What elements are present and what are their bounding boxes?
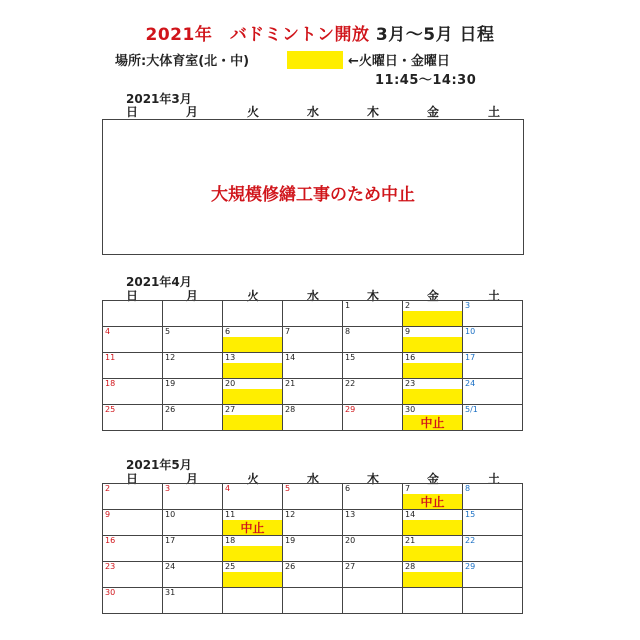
calendar-day-cell-tue	[223, 405, 283, 431]
day-number: 31	[165, 588, 176, 597]
calendar-day-cell-sun	[103, 536, 163, 562]
open-day-highlight	[403, 389, 462, 404]
calendar-week-row	[103, 379, 523, 405]
page-title	[0, 20, 640, 45]
weekday-thu: 木	[366, 289, 379, 303]
day-number: 27	[345, 562, 356, 571]
day-number: 16	[105, 536, 116, 545]
weekday-wed: 水	[306, 472, 319, 486]
calendar-day-cell-sun	[103, 353, 163, 379]
calendar-day-cell-thu	[343, 510, 403, 536]
legend-highlight-swatch	[287, 51, 343, 69]
calendar-day-cell-fri	[403, 379, 463, 405]
day-number: 19	[165, 379, 176, 388]
weekday-wed: 水	[306, 105, 319, 119]
calendar-week-row	[103, 588, 523, 614]
calendar-day-cell-thu	[343, 562, 403, 588]
day-number: 14	[285, 353, 296, 362]
calendar-day-cell-sun	[103, 301, 163, 327]
calendar-day-cell-sat	[463, 405, 523, 431]
day-number: 17	[165, 536, 176, 545]
calendar-week-row	[103, 327, 523, 353]
may-calendar	[102, 483, 523, 614]
calendar-day-cell-wed	[283, 353, 343, 379]
calendar-day-cell-tue	[223, 510, 283, 536]
march-closed-box	[102, 119, 524, 255]
calendar-day-cell-fri	[403, 301, 463, 327]
calendar-day-cell-fri	[403, 327, 463, 353]
day-number: 29	[345, 405, 356, 414]
day-number: 22	[345, 379, 356, 388]
day-number: 24	[465, 379, 476, 388]
calendar-day-cell-thu	[343, 588, 403, 614]
calendar-week-row	[103, 536, 523, 562]
calendar-day-cell-wed	[283, 301, 343, 327]
calendar-day-cell-sat	[463, 484, 523, 510]
open-day-highlight	[403, 337, 462, 352]
calendar-day-cell-sun	[103, 588, 163, 614]
open-hours: 11:45～14:30	[375, 73, 477, 88]
day-number: 21	[405, 536, 416, 545]
day-number: 12	[165, 353, 176, 362]
open-day-highlight	[223, 572, 282, 587]
open-day-highlight	[403, 546, 462, 561]
april-label: 2021年4月	[126, 275, 192, 289]
cancelled-label: 中止	[240, 521, 265, 535]
weekday-fri: 金	[426, 105, 439, 119]
weekday-thu: 木	[366, 105, 379, 119]
day-number: 3	[465, 301, 471, 310]
calendar-week-row	[103, 353, 523, 379]
calendar-day-cell-sun	[103, 379, 163, 405]
day-number: 9	[405, 327, 411, 336]
open-day-highlight	[223, 337, 282, 352]
calendar-day-cell-mon	[163, 588, 223, 614]
april-weekday-row	[102, 287, 524, 303]
calendar-day-cell-wed	[283, 562, 343, 588]
weekday-sat: 土	[487, 289, 500, 303]
calendar-day-cell-sun	[103, 327, 163, 353]
legend-text: ←火曜日・金曜日	[348, 54, 450, 69]
calendar-day-cell-sun	[103, 562, 163, 588]
calendar-week-row	[103, 484, 523, 510]
day-number: 8	[465, 484, 471, 493]
day-number: 1	[345, 301, 351, 310]
day-number: 15	[345, 353, 356, 362]
weekday-tue: 火	[246, 472, 259, 486]
calendar-day-cell-sat	[463, 562, 523, 588]
day-number: 5	[165, 327, 171, 336]
calendar-day-cell-wed	[283, 379, 343, 405]
day-number: 15	[465, 510, 476, 519]
calendar-day-cell-fri	[403, 562, 463, 588]
day-number: 20	[345, 536, 356, 545]
calendar-day-cell-mon	[163, 405, 223, 431]
calendar-day-cell-tue	[223, 536, 283, 562]
title-main: 2021年 バドミントン開放	[145, 25, 370, 45]
day-number: 5/1	[465, 405, 478, 414]
cancelled-label: 中止	[420, 495, 445, 509]
weekday-thu: 木	[366, 472, 379, 486]
day-number: 5	[285, 484, 291, 493]
day-number: 28	[285, 405, 296, 414]
day-number: 20	[225, 379, 236, 388]
day-number: 13	[225, 353, 236, 362]
day-number: 21	[285, 379, 296, 388]
day-number: 2	[405, 301, 411, 310]
day-number: 27	[225, 405, 236, 414]
calendar-day-cell-mon	[163, 536, 223, 562]
calendar-week-row	[103, 510, 523, 536]
weekday-fri: 金	[426, 289, 439, 303]
day-number: 18	[105, 379, 116, 388]
calendar-day-cell-tue	[223, 353, 283, 379]
day-number: 4	[105, 327, 111, 336]
weekday-sun: 日	[125, 289, 138, 303]
day-number: 26	[285, 562, 296, 571]
day-number: 19	[285, 536, 296, 545]
calendar-day-cell-fri	[403, 484, 463, 510]
day-number: 12	[285, 510, 296, 519]
calendar-day-cell-thu	[343, 301, 403, 327]
calendar-day-cell-thu	[343, 353, 403, 379]
calendar-day-cell-sat	[463, 327, 523, 353]
day-number: 22	[465, 536, 476, 545]
calendar-day-cell-mon	[163, 510, 223, 536]
weekday-sat: 土	[487, 105, 500, 119]
day-number: 14	[405, 510, 416, 519]
calendar-day-cell-fri	[403, 588, 463, 614]
weekday-sun: 日	[125, 105, 138, 119]
day-number: 17	[465, 353, 476, 362]
calendar-day-cell-fri	[403, 510, 463, 536]
calendar-day-cell-sat	[463, 510, 523, 536]
may-label: 2021年5月	[126, 458, 192, 472]
venue-text: 場所:大体育室(北・中)	[115, 54, 250, 69]
weekday-tue: 火	[246, 105, 259, 119]
calendar-day-cell-tue	[223, 301, 283, 327]
day-number: 23	[405, 379, 416, 388]
day-number: 24	[165, 562, 176, 571]
calendar-day-cell-tue	[223, 379, 283, 405]
calendar-day-cell-wed	[283, 536, 343, 562]
open-day-highlight	[223, 363, 282, 378]
day-number: 26	[165, 405, 176, 414]
may-weekday-row	[102, 470, 524, 486]
open-day-highlight	[403, 363, 462, 378]
open-day-highlight	[403, 520, 462, 535]
open-day-highlight	[403, 572, 462, 587]
calendar-day-cell-fri	[403, 405, 463, 431]
april-calendar	[102, 300, 523, 431]
calendar-day-cell-thu	[343, 536, 403, 562]
calendar-day-cell-thu	[343, 484, 403, 510]
calendar-day-cell-wed	[283, 405, 343, 431]
calendar-day-cell-wed	[283, 327, 343, 353]
weekday-mon: 月	[185, 289, 198, 303]
title-period: 3月～5月 日程	[375, 25, 495, 45]
calendar-day-cell-sat	[463, 536, 523, 562]
march-weekday-row	[102, 103, 524, 119]
open-day-highlight	[223, 389, 282, 404]
calendar-day-cell-sat	[463, 301, 523, 327]
day-number: 8	[345, 327, 351, 336]
day-number: 6	[345, 484, 351, 493]
day-number: 11	[225, 510, 236, 519]
weekday-sat: 土	[487, 472, 500, 486]
calendar-day-cell-thu	[343, 327, 403, 353]
calendar-day-cell-sun	[103, 484, 163, 510]
day-number: 7	[285, 327, 291, 336]
day-number: 30	[105, 588, 116, 597]
calendar-day-cell-tue	[223, 588, 283, 614]
march-closed-message: 大規模修繕工事のため中止	[211, 185, 415, 205]
calendar-day-cell-tue	[223, 562, 283, 588]
weekday-fri: 金	[426, 472, 439, 486]
calendar-day-cell-sun	[103, 405, 163, 431]
calendar-day-cell-fri	[403, 536, 463, 562]
day-number: 13	[345, 510, 356, 519]
calendar-day-cell-mon	[163, 484, 223, 510]
weekday-mon: 月	[185, 472, 198, 486]
weekday-tue: 火	[246, 289, 259, 303]
calendar-week-row	[103, 301, 523, 327]
day-number: 7	[405, 484, 411, 493]
calendar-day-cell-sat	[463, 353, 523, 379]
day-number: 9	[105, 510, 111, 519]
calendar-day-cell-wed	[283, 484, 343, 510]
day-number: 11	[105, 353, 116, 362]
calendar-day-cell-mon	[163, 301, 223, 327]
calendar-day-cell-mon	[163, 379, 223, 405]
calendar-day-cell-thu	[343, 379, 403, 405]
day-number: 29	[465, 562, 476, 571]
day-number: 10	[165, 510, 176, 519]
weekday-wed: 水	[306, 289, 319, 303]
calendar-week-row	[103, 562, 523, 588]
calendar-day-cell-tue	[223, 484, 283, 510]
day-number: 10	[465, 327, 476, 336]
day-number: 6	[225, 327, 231, 336]
day-number: 4	[225, 484, 231, 493]
open-day-highlight	[223, 546, 282, 561]
calendar-day-cell-tue	[223, 327, 283, 353]
day-number: 18	[225, 536, 236, 545]
day-number: 2	[105, 484, 111, 493]
calendar-day-cell-sun	[103, 510, 163, 536]
day-number: 25	[105, 405, 116, 414]
day-number: 25	[225, 562, 236, 571]
calendar-day-cell-thu	[343, 405, 403, 431]
calendar-day-cell-fri	[403, 353, 463, 379]
day-number: 30	[405, 405, 416, 414]
weekday-sun: 日	[125, 472, 138, 486]
day-number: 28	[405, 562, 416, 571]
calendar-day-cell-wed	[283, 588, 343, 614]
calendar-day-cell-mon	[163, 562, 223, 588]
calendar-day-cell-sat	[463, 588, 523, 614]
calendar-day-cell-wed	[283, 510, 343, 536]
calendar-day-cell-sat	[463, 379, 523, 405]
day-number: 16	[405, 353, 416, 362]
open-day-highlight	[223, 415, 282, 430]
open-day-highlight	[403, 311, 462, 326]
calendar-week-row	[103, 405, 523, 431]
day-number: 3	[165, 484, 171, 493]
weekday-mon: 月	[185, 105, 198, 119]
calendar-day-cell-mon	[163, 353, 223, 379]
day-number: 23	[105, 562, 116, 571]
march-label: 2021年3月	[126, 92, 192, 106]
calendar-day-cell-mon	[163, 327, 223, 353]
cancelled-label: 中止	[420, 416, 445, 430]
